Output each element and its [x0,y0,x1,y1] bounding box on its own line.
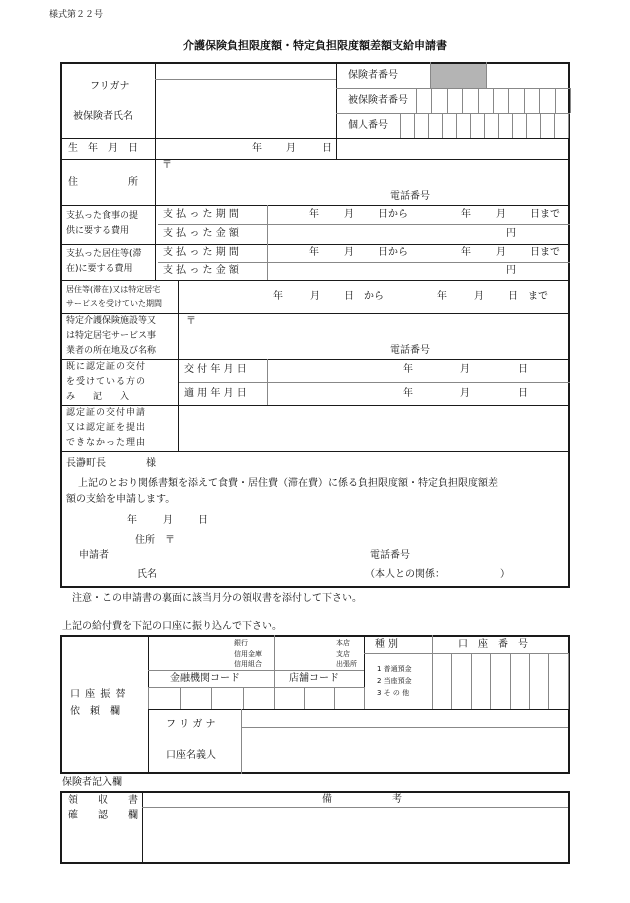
cert-label-3: み 記 入 [66,392,130,402]
cert-apply-day: 日 [518,388,528,399]
residence-from-day: 日から [378,247,408,258]
personal-digit-divider [414,113,415,138]
branch-digit-divider [274,687,275,709]
service-from-month: 月 [310,291,320,302]
meal-cost-label-1: 支払った食事の提 [66,211,139,221]
address-field[interactable] [175,162,565,202]
bank-digit-divider [243,687,244,709]
meal-cost-label-2: 供に要する費用 [66,226,130,236]
personal-digit-divider [456,113,457,138]
account-digit-divider [529,653,530,709]
account-type-other[interactable]: 3 そ の 他 [377,689,410,697]
account-digit-divider [432,653,433,709]
birth-month-unit: 月 [286,143,296,154]
service-period-label-1: 居住等(滞在)又は特定居宅 [66,285,161,294]
transfer-section-label-1: 口 座 振 替 [70,689,127,700]
transfer-intro: 上記の給付費を下記の口座に振り込んで下さい。 [62,621,282,632]
account-digit-divider [471,653,472,709]
insured-digit-divider [570,88,571,113]
address-postal-mark: 〒 [162,160,172,171]
meal-yen-unit: 円 [506,228,516,239]
address-label: 住 所 [68,177,138,188]
meal-amount-label: 支 払 っ た 金 額 [163,228,239,239]
application-day: 日 [198,515,208,526]
personal-digit-divider [526,113,527,138]
application-month: 月 [163,515,173,526]
residence-cost-label-1: 支払った居住等(滞 [66,249,142,259]
reason-label-1: 認定証の交付申請 [66,408,147,418]
account-digit-divider [568,653,569,709]
service-to-year: 年 [437,291,447,302]
bank-digit-divider [180,687,181,709]
account-digit-divider [548,653,549,709]
account-holder-label: 口座名義人 [166,750,216,761]
cert-issue-month: 月 [460,364,470,375]
personal-digit-divider [428,113,429,138]
insured-digit-divider [539,88,540,113]
facility-phone-label: 電話番号 [390,345,430,356]
personal-digit-divider [568,113,569,138]
facility-postal-mark: 〒 [186,316,196,327]
insured-number-label: 被保険者番号 [348,95,408,106]
holder-furigana-label: フ リ ガ ナ [166,719,216,730]
insured-digit-divider [447,88,448,113]
personal-number-label: 個人番号 [348,120,388,131]
personal-digit-divider [540,113,541,138]
residence-period-label: 支 払 っ た 期 間 [163,247,239,258]
insured-name-label: 被保険者氏名 [73,111,133,122]
residence-to-day: 日まで [530,247,560,258]
account-digit-divider [490,653,491,709]
bank-type-credit-union: 信用組合 [234,660,262,668]
facility-label-2: は特定居宅サービス事 [66,331,157,341]
birth-day-unit: 日 [322,143,332,154]
applicant-name-label: 氏名 [137,569,157,580]
bank-code-label: 金融機関コード [170,673,240,684]
relation-label: （本人との関係： ） [365,569,510,580]
insured-digit-divider [508,88,509,113]
facility-label-1: 特定介護保険施設等又 [66,316,157,326]
applicant-address-label: 住所 〒 [135,535,175,546]
transfer-section-label-2: 依 頼 欄 [70,706,120,717]
service-to-month: 月 [474,291,484,302]
reason-label-3: できなかった理由 [66,438,147,448]
cert-apply-year: 年 [403,388,413,399]
bank-digit-divider [148,687,149,709]
residence-cost-label-2: 在)に要する費用 [66,264,133,274]
reason-field[interactable] [182,408,566,448]
holder-furigana-field[interactable] [245,712,565,725]
cert-label-2: を受けている方の [66,377,147,387]
applicant-label: 申請者 [79,550,109,561]
insured-digit-divider [431,88,432,113]
service-from-day: 日 から [344,291,384,302]
insured-digit-divider [493,88,494,113]
receipt-check-label-2: 確 認 欄 [68,810,138,821]
personal-digit-divider [554,113,555,138]
residence-from-month: 月 [344,247,354,258]
personal-digit-divider [498,113,499,138]
insured-digit-divider [524,88,525,113]
insured-digit-divider [462,88,463,113]
furigana-field[interactable] [157,64,335,78]
meal-to-month: 月 [496,209,506,220]
service-period-label-2: サービスを受けていた期間 [66,299,162,308]
bank-type-credit-bank: 信用金庫 [234,650,262,658]
facility-field[interactable] [200,316,565,356]
service-to-day: 日 まで [508,291,548,302]
personal-digit-divider [470,113,471,138]
form-number: 様式第２２号 [49,10,104,20]
shaded-insurer-cells [430,64,486,88]
addressee: 長瀞町長 様 [66,458,156,469]
application-year: 年 [127,515,137,526]
applicant-phone-label: 電話番号 [370,550,410,561]
birth-year-unit: 年 [252,143,262,154]
cert-issue-day: 日 [518,364,528,375]
branch-type-office: 出張所 [336,660,357,668]
cert-issue-label: 交 付 年 月 日 [184,364,247,375]
account-holder-field[interactable] [245,730,565,770]
reason-label-2: 又は認定証を提出 [66,423,147,433]
residence-amount-label: 支 払 っ た 金 額 [163,265,239,276]
branch-type-branch: 支店 [336,650,350,658]
branch-digit-divider [334,687,335,709]
cert-issue-year: 年 [403,364,413,375]
branch-code-label: 店舗コード [289,673,339,684]
insurer-number-label: 保険者番号 [348,70,398,81]
birth-date-label: 生 年 月 日 [68,143,138,154]
personal-digit-divider [484,113,485,138]
meal-period-label: 支 払 っ た 期 間 [163,209,239,220]
insured-name-field[interactable] [157,81,335,137]
insured-digit-divider [555,88,556,113]
residence-to-year: 年 [461,247,471,258]
attachment-note: 注意・この申請書の裏面に該当月分の領収書を添付して下さい。 [72,593,362,604]
meal-from-month: 月 [344,209,354,220]
personal-digit-divider [400,113,401,138]
address-phone-label: 電話番号 [390,191,430,202]
page-title: 介護保険負担限度額・特定負担限度額差額支給申請書 [183,39,447,52]
insured-digit-divider [478,88,479,113]
bank-type-bank: 銀行 [234,639,248,647]
personal-digit-divider [512,113,513,138]
application-body-2: 額の支給を申請します。 [66,494,176,505]
account-type-ordinary[interactable]: 1 普通預金 [377,665,412,673]
furigana-label: フリガナ [90,81,130,92]
residence-from-year: 年 [309,247,319,258]
residence-yen-unit: 円 [506,265,516,276]
bank-digit-divider [211,687,212,709]
branch-digit-divider [304,687,305,709]
insurer-section-title: 保険者記入欄 [62,777,122,788]
meal-to-year: 年 [461,209,471,220]
account-type-label: 種別 [375,639,401,650]
branch-digit-divider [364,687,365,709]
service-from-year: 年 [273,291,283,302]
account-digit-divider [510,653,511,709]
branch-type-head: 本店 [336,639,350,647]
facility-label-3: 業者の所在地及び名称 [66,346,157,356]
personal-digit-divider [442,113,443,138]
meal-from-year: 年 [309,209,319,220]
cert-apply-month: 月 [460,388,470,399]
insured-digit-divider [416,88,417,113]
account-type-current[interactable]: 2 当座預金 [377,677,412,685]
cert-apply-label: 適 用 年 月 日 [184,388,247,399]
account-number-label: 口 座 番 号 [458,639,528,650]
meal-from-day: 日から [378,209,408,220]
application-body-1: 上記のとおり関係書類を添えて食費・居住費（滞在費）に係る負担限度額・特定負担限度額差 [78,478,498,489]
cert-label-1: 既に認定証の交付 [66,362,147,372]
residence-to-month: 月 [496,247,506,258]
receipt-check-label-1: 領 収 書 [68,795,138,806]
meal-to-day: 日まで [530,209,560,220]
account-digit-divider [451,653,452,709]
remarks-label: 備 考 [322,794,402,805]
